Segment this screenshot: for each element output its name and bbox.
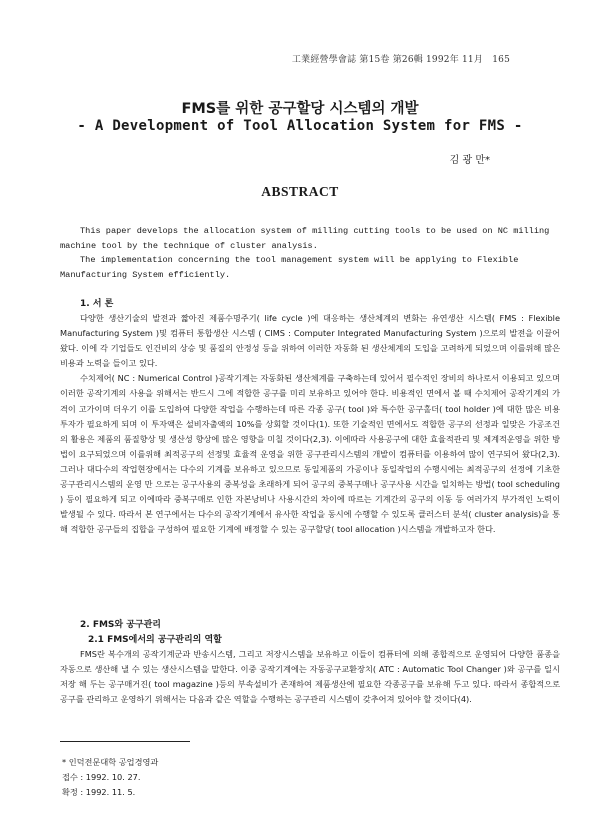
body-paragraph: 다양한 생산기술의 발전과 짧아진 제품수명주기( life cycle )에 대응하는 생산체계의 변화는 유연생산 시스템( FMS : Flexible Manufacturing System )및 컴퓨터 통합생산 시스템 ( CIMS : Computer Integrated Manufacturing System )으로의 발전을 이끌어 왔다. 이에 각 기업들도 인건비의 상승 및 품질의 안정성 등을 위하여 이러한 자동화 된 생산체계의 도입을 고려하게 되었으며 이를위해 많은 비용과 노력을 들이고 있다.	[60, 313, 560, 369]
page-number: 165	[492, 55, 510, 65]
body-paragraph: 수치제어( NC : Numerical Control )공작기계는 자동화된 생산체계를 구축하는데 있어서 필수적인 장비의 하나로서 이용되고 있으며 이러한 공작기계의 사용을 위해서는 반드시 그에 적합한 공구를 미리 보유하고 있어야 한다. 비용적인 면에서 볼 때 수치제어 공작기계의 가격이 고가이며 더우기 이를 도입하여 다양한 작업을 수행하는데 따른 각종 공구( tool )와 특수한 공구홀더( tool holder )에 대한 많은 비용투자가 필요하게 되며 이 투자액은 설비자출액의 10%를 상회할 것이다(1). 또한 기술적인 면에서도 적합한 공구의 선정과 일맞은 가공조건의 활용은 제품의 품질향상 및 생산성 향상에 많은 영향을 미칠 것이다(2,3). 이에따라 사용공구에 대한 효율적관리 및 체계적운영을 위한 방법이 요구되었으며 이를위해 최적공구의 선정및 효율적 운영을 위한 공구관리시스템의 개발이 컴퓨터를 이용하여 많이 연구되어 왔다(2,3). 그러나 대다수의 작업현장에서는 다수의 기계를 보유하고 있으므로 동일제품의 가공이나 동일작업의 수행시에는 최적공구의 선정에 기초한 공구관리시스템의 운영 만 으로는 공구사용의 중복성을 초래하게 되어 공구의 중복구매나 공구사용 시간을 일치하는 방법( tool scheduling ) 등이 필요하게 되고 이에따라 중복구매로 인한 자본낭비나 사용시간의 차이에 따르는 기계간의 공구의 이동 등 여러가지 부가적인 노력이 발생될 수 있다. 따라서 본 연구에서는 다수의 공작기계에서 유사한 작업을 동시에 수행할 수 있도록 클러스터 분석( cluster analysis)을 통해 적합한 공구들의 집합을 구성하여 필요한 기계에 배정할 수 있는 공구할당( tool allocation )시스템을 개발하고자 한다.	[60, 373, 560, 535]
title-korean: FMS를 위한 공구할당 시스템의 개발	[181, 101, 419, 117]
footnote-affiliation: * 인덕전문대학 공업경영과	[62, 757, 159, 767]
footnote-divider	[60, 741, 190, 742]
section-1-heading: 1. 서 론	[80, 299, 114, 309]
author-name: 김 광 만*	[449, 155, 490, 166]
section-2-1-heading: 2.1 FMS에서의 공구관리의 역할	[88, 635, 222, 645]
footnotes	[62, 755, 158, 800]
section-2-body	[60, 647, 560, 707]
footnote-accepted: 확정 : 1992. 11. 5.	[62, 787, 136, 797]
abstract-paragraph: The implementation concerning the tool management system will be applying to Flexible Manufacturing System efficiently.	[60, 255, 519, 280]
abstract-heading: ABSTRACT	[261, 184, 339, 199]
section-1-body	[60, 311, 560, 537]
body-paragraph: FMS란 복수개의 공작기계군과 반송시스템, 그리고 저장시스템을 보유하고 이들이 컴퓨터에 의해 종합적으로 운영되어 다양한 품종을 자동으로 생산해 낼 수 있는 생산시스템을 말한다. 이중 공작기계에는 자동공구교환장치( ATC : Automatic Tool Changer )와 공구를 일시저장 해 두는 공구매거진( tool magazine )등의 부속설비가 존재하여 제품생산에 필요한 각종공구를 보유해 두고 있다. 따라서 종합적으로 공구를 관리하고 운영하기 위해서는 다음과 같은 역할을 수행하는 공구관리 시스템이 갖추어져 있어야 할 것이다(4).	[60, 649, 560, 705]
abstract-body	[60, 224, 560, 282]
footnote-received: 접수 : 1992. 10. 27.	[62, 772, 141, 782]
journal-citation: 工業經營學會誌 第15卷 第26輯 1992年 11月	[291, 55, 484, 65]
title-english: - A Development of Tool Allocation System for FMS -	[77, 118, 523, 134]
section-2-heading: 2. FMS와 공구관리	[80, 620, 162, 630]
journal-header	[292, 52, 510, 65]
abstract-paragraph: This paper develops the allocation system of milling cutting tools to be used on NC milling machine tool by the technique of cluster analysis.	[60, 226, 550, 251]
